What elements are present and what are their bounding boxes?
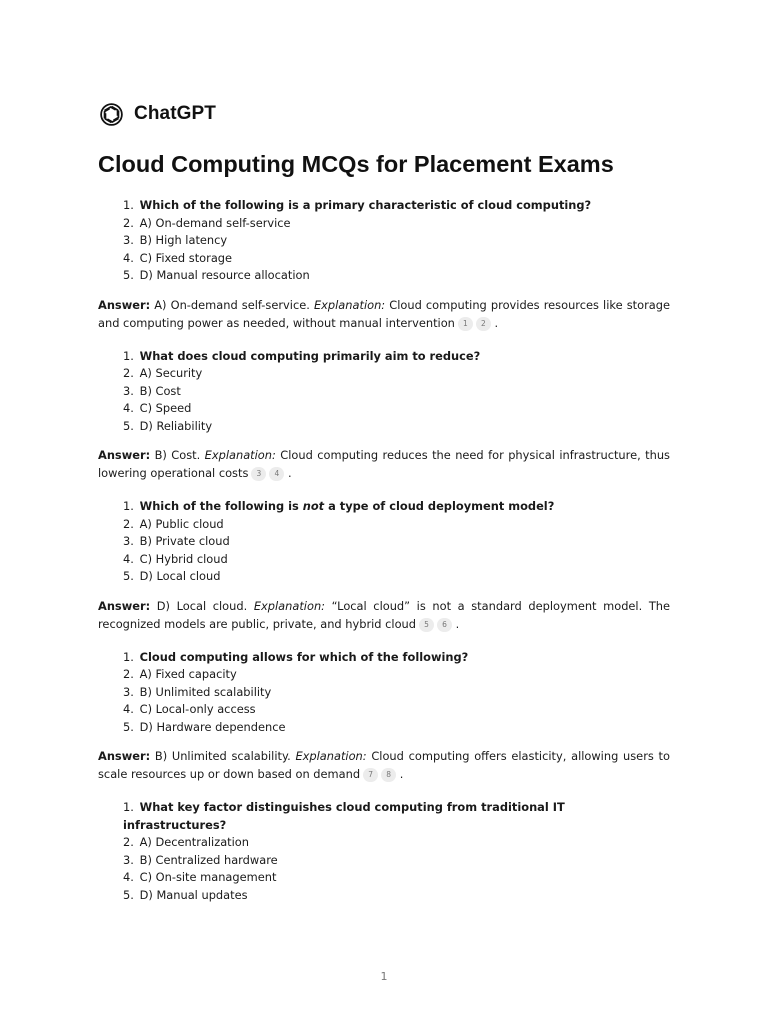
list-number: 3. (123, 684, 134, 699)
option-item (123, 568, 670, 586)
option-text: C) Hybrid cloud (139, 551, 228, 566)
list-number: 2. (123, 835, 134, 849)
citation-badge[interactable]: 4 (269, 467, 284, 481)
option-item (123, 666, 670, 684)
brand-header (98, 96, 670, 132)
option-text: D) Reliability (139, 418, 213, 433)
option-item (123, 533, 670, 551)
question-list (98, 197, 670, 285)
option-text: C) Fixed storage (139, 250, 233, 265)
list-number: 2. (123, 215, 134, 230)
list-number: 3. (123, 852, 134, 867)
answer-label: Answer: (98, 297, 151, 312)
option-text: B) Centralized hardware (139, 852, 278, 867)
citation-badge[interactable]: 6 (437, 618, 452, 632)
list-number: 4. (123, 401, 134, 415)
option-item (123, 852, 670, 870)
list-number: 1. (123, 198, 134, 212)
explanation-label: Explanation: (253, 598, 325, 613)
option-text: A) Decentralization (139, 835, 249, 849)
question-text: Which of the following is not a type of cloud deployment model? (139, 499, 555, 513)
question-item (123, 799, 670, 834)
openai-logo-icon (98, 101, 125, 128)
question-block (98, 348, 670, 483)
answer-label: Answer: (98, 598, 151, 613)
question-block (98, 649, 670, 784)
page-number: 1 (380, 970, 388, 983)
option-item (123, 232, 670, 250)
option-item (123, 267, 670, 285)
option-text: D) Local cloud (139, 569, 221, 583)
option-text: C) Speed (139, 401, 192, 415)
option-text: A) Fixed capacity (139, 667, 237, 681)
option-text: D) Manual resource allocation (139, 268, 310, 282)
question-block (98, 197, 670, 332)
answer-paragraph: Answer: D) Local cloud. Explanation: “Local cloud” is not a standard deployment model. The recognized models are public, private, and hybrid cloud 5 6 . (98, 598, 671, 631)
option-item (123, 516, 670, 534)
question-block (98, 799, 670, 904)
option-text: C) On-site management (139, 870, 277, 884)
list-number: 3. (123, 383, 134, 398)
option-item (123, 719, 670, 737)
question-item (123, 197, 670, 215)
brand-name: ChatGPT (134, 103, 216, 124)
list-number: 5. (123, 719, 134, 734)
explanation-text: Cloud computing provides resources like storage and computing power as needed, without manual intervention (98, 297, 670, 330)
list-number: 2. (123, 667, 134, 681)
answer-paragraph: Answer: B) Unlimited scalability. Explanation: Cloud computing offers elasticity, allowing users to scale resources up or down based on demand 7 8 . (98, 749, 670, 781)
option-item (123, 250, 670, 268)
explanation-label: Explanation: (204, 448, 276, 462)
list-number: 4. (123, 250, 134, 265)
list-number: 1. (123, 800, 134, 814)
list-number: 2. (123, 366, 134, 380)
option-item (123, 215, 670, 233)
question-text: Which of the following is a primary characteristic of cloud computing? (139, 198, 592, 212)
list-number: 3. (123, 233, 134, 247)
question-block (98, 498, 670, 633)
citation-badge[interactable]: 1 (458, 317, 473, 331)
option-text: B) Unlimited scalability (139, 684, 272, 699)
question-list (98, 498, 670, 586)
list-number: 2. (123, 516, 134, 531)
list-number: 5. (123, 418, 134, 433)
list-number: 3. (123, 534, 134, 548)
question-item (123, 348, 670, 366)
list-number: 5. (123, 569, 134, 583)
answer-text: B) Unlimited scalability. (154, 749, 291, 763)
citation-badge[interactable]: 7 (363, 768, 378, 782)
question-item (123, 498, 670, 516)
option-text: A) Security (139, 366, 203, 380)
list-number: 4. (123, 551, 134, 566)
list-number: 1. (123, 649, 134, 664)
answer-text: D) Local cloud. (156, 598, 248, 613)
answer-label: Answer: (98, 448, 151, 462)
option-item (123, 400, 670, 418)
answer-text: A) On-demand self-service. (154, 297, 310, 312)
list-number: 4. (123, 702, 134, 716)
option-item (123, 869, 670, 887)
option-item (123, 834, 670, 852)
option-text: B) Private cloud (139, 534, 230, 548)
explanation-text: “Local cloud” is not a standard deployment model. The recognized models are public, private, and hybrid cloud (98, 598, 671, 631)
list-number: 1. (123, 499, 134, 513)
question-text: What key factor distinguishes cloud computing from traditional IT infrastructures? (123, 800, 565, 832)
option-text: D) Hardware dependence (139, 719, 286, 734)
explanation-label: Explanation: (295, 749, 367, 763)
answer-label: Answer: (98, 749, 151, 763)
citation-badge[interactable]: 3 (251, 467, 266, 481)
page-title: Cloud Computing MCQs for Placement Exams (98, 151, 614, 177)
question-list (98, 799, 670, 904)
option-item (123, 551, 670, 569)
explanation-text: Cloud computing reduces the need for physical infrastructure, thus lowering operational costs (98, 448, 670, 480)
question-item (123, 649, 670, 667)
list-number: 5. (123, 887, 134, 902)
option-item (123, 701, 670, 719)
list-number: 5. (123, 268, 134, 282)
option-item (123, 383, 670, 401)
option-text: B) High latency (139, 233, 228, 247)
question-text: What does cloud computing primarily aim to reduce? (139, 348, 481, 363)
list-number: 1. (123, 348, 134, 363)
answer-paragraph: Answer: A) On-demand self-service. Explanation: Cloud computing provides resources like storage and computing power as needed, without manual intervention 1 2 . (98, 297, 670, 330)
citation-badge[interactable]: 5 (419, 618, 434, 632)
explanation-label: Explanation: (313, 297, 386, 312)
citation-badge[interactable]: 2 (476, 317, 491, 331)
citation-badge[interactable]: 8 (381, 768, 396, 782)
option-text: A) Public cloud (139, 516, 224, 531)
option-text: C) Local-only access (139, 702, 256, 716)
answer-text: B) Cost. (154, 448, 201, 462)
list-number: 4. (123, 870, 134, 884)
option-item (123, 418, 670, 436)
question-list (98, 649, 670, 737)
document-page (98, 96, 670, 904)
answer-paragraph: Answer: B) Cost. Explanation: Cloud computing reduces the need for physical infrastructure, thus lowering operational costs 3 4 . (98, 448, 670, 480)
question-text: Cloud computing allows for which of the following? (139, 649, 469, 664)
option-item (123, 684, 670, 702)
question-list (98, 348, 670, 436)
option-text: A) On-demand self-service (139, 215, 291, 230)
option-text: D) Manual updates (139, 887, 248, 902)
option-item (123, 887, 670, 905)
explanation-text: Cloud computing offers elasticity, allowing users to scale resources up or down based on demand (98, 749, 670, 781)
option-item (123, 365, 670, 383)
option-text: B) Cost (139, 383, 181, 398)
